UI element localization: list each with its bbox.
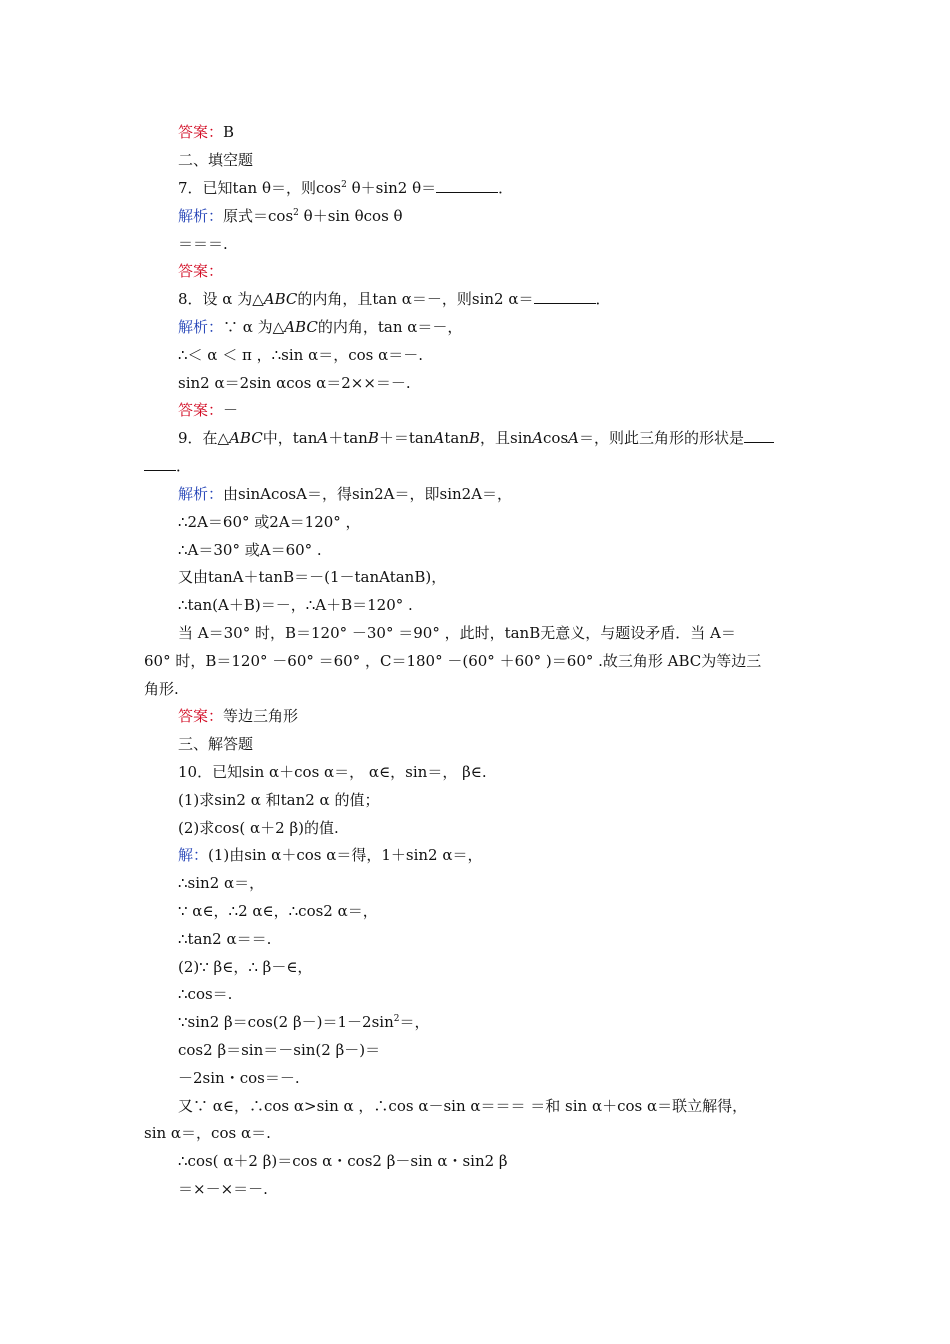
- analysis-8-line-1: 解析：∵ α 为△ABC的内角，tan α＝－，: [178, 318, 463, 336]
- analysis-9-line-7: 60° 时，B＝120° －60° ＝60° ，C＝180° －(60° ＋60° )＝60° .故三角形 ABC为等边三: [144, 652, 762, 670]
- question-8: 8．设 α 为△ABC的内角，且tan α＝－，则sin2 α＝ ．: [178, 290, 611, 308]
- analysis-label: 解析：: [178, 207, 224, 225]
- section-heading-problems: 三、解答题: [178, 735, 254, 753]
- solution-10-line-3: ∵ α∈，∴2 α∈，∴cos2 α＝，: [178, 902, 378, 920]
- analysis-7-line-2: ＝＝＝.: [178, 235, 228, 253]
- solution-10-line-4: ∴tan2 α＝＝.: [178, 930, 272, 948]
- answer-blank: [144, 456, 176, 471]
- solution-10-line-7: ∵sin2 β＝cos(2 $\beta-)=1-2\sin^2=$，: [178, 1013, 430, 1031]
- analysis-9-line-4: 又由tanA＋tanB＝－(1－tanAtanB)，: [178, 568, 447, 586]
- section-heading-fill-blank: 二、填空题: [178, 151, 254, 169]
- analysis-9-line-5: ∴tan(A＋B)＝－，∴A＋B＝120° .: [178, 596, 413, 614]
- analysis-9-line-6: 当 A＝30° 时，B＝120° －30° ＝90° ，此时，tanB无意义，与题设矛盾．当 A＝: [178, 624, 736, 642]
- question-10: 10．已知sin α＋cos α＝， α∈，sin＝， β∈.: [178, 763, 487, 781]
- answer-blank: [744, 428, 774, 443]
- solution-10-line-10: 又∵ α∈，∴cos α>sin α ，∴cos α－sin α＝＝＝ ＝和 sin α＋cos α＝联立解得，: [178, 1097, 748, 1115]
- answer-label: 答案：: [178, 707, 224, 725]
- answer-value: －: [223, 401, 239, 419]
- solution-10-line-9: －2sin・cos＝－.: [178, 1069, 300, 1087]
- answer-line-7: [178, 261, 223, 281]
- solution-10-line-6: ∴cos＝.: [178, 985, 233, 1003]
- answer-blank: [436, 178, 498, 193]
- answer-blank: [534, 289, 596, 304]
- answer-line-8: [178, 400, 238, 420]
- solution-10-line-2: ∴sin2 α＝，: [178, 874, 265, 892]
- analysis-9-line-2: ∴2A＝60° 或2A＝120° ，: [178, 513, 361, 531]
- analysis-8-line-2: ∴＜ α ＜ π ，∴sin α＝，cos α＝－.: [178, 346, 423, 364]
- answer-label: 答案：: [178, 262, 224, 280]
- question-7: 7．已知tan θ＝，则$\cos^2 \theta+\sin 2$ θ＝ ．: [178, 179, 514, 197]
- solution-10-line-11: sin α＝，cos α＝.: [144, 1124, 271, 1142]
- analysis-8-line-3: sin2 α＝2sin αcos α＝2××＝－.: [178, 374, 411, 392]
- solution-10-line-13: ＝×－×＝－.: [178, 1180, 268, 1198]
- solution-label: 解：: [178, 846, 209, 864]
- question-9-continuation: ．: [144, 456, 191, 476]
- solution-10-line-1: 解：(1)由sin α＋cos α＝得，1＋sin2 α＝，: [178, 846, 483, 864]
- analysis-label: 解析：: [178, 485, 224, 503]
- analysis-7-line-1: 解析：原式$=\cos^2$ θ＋sin θcos θ: [178, 207, 403, 225]
- analysis-9-line-8: 角形.: [144, 680, 179, 698]
- answer-line-6: [178, 122, 234, 142]
- solution-10-line-12: ∴cos( α＋2 β)＝cos α・cos2 β－sin α・sin2 β: [178, 1152, 508, 1170]
- answer-value: B: [223, 123, 235, 141]
- answer-value: 等边三角形: [223, 707, 299, 725]
- question-10-part-1: (1)求sin2 α 和tan2 α 的值；: [178, 791, 380, 809]
- question-9: 9．在△ABC中，tanA＋tanB＋＝tanAtanB，且sinAcosA＝，则此三角形的形状是: [178, 428, 774, 448]
- answer-label: 答案：: [178, 401, 224, 419]
- analysis-label: 解析：: [178, 318, 224, 336]
- analysis-9-line-3: ∴A＝30° 或A＝60° .: [178, 541, 322, 559]
- solution-10-line-5: (2)∵ β∈，∴ β－∈，: [178, 958, 313, 976]
- analysis-9-line-1: 解析：由sinAcosA＝，得sin2A＝，即sin2A＝，: [178, 485, 513, 503]
- solution-10-line-8: cos2 β＝sin＝－sin(2 β－)＝: [178, 1041, 381, 1059]
- answer-line-9: [178, 706, 298, 726]
- answer-label: 答案：: [178, 123, 224, 141]
- question-10-part-2: (2)求cos( α＋2 β)的值.: [178, 819, 339, 837]
